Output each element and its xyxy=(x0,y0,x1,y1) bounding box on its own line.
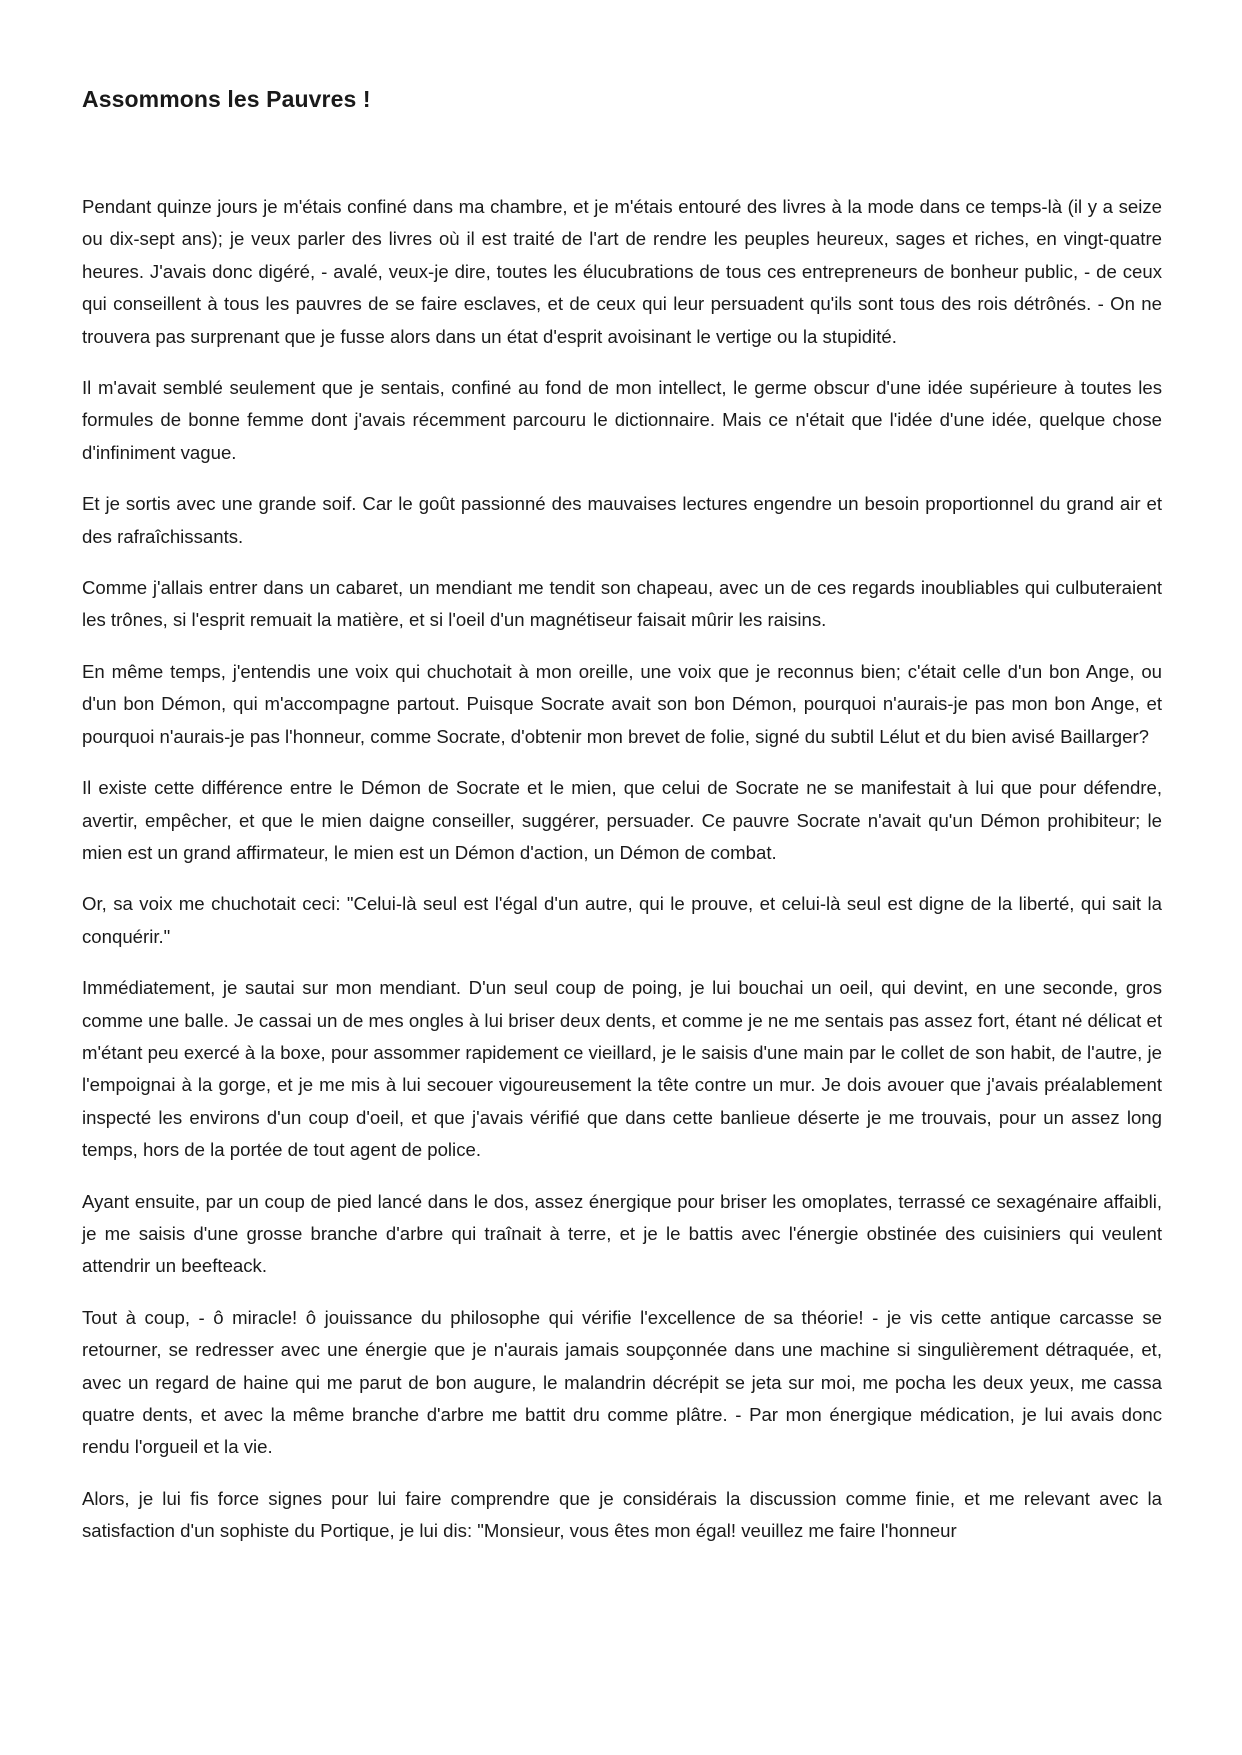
paragraph: Alors, je lui fis force signes pour lui faire comprendre que je considérais la discussion comme finie, et me relevant avec la satisfaction d'un sophiste du Portique, je lui dis: "Monsieur, vous êtes mon égal! veuillez me faire l'honneur xyxy=(82,1487,1162,1542)
paragraph: Tout à coup, - ô miracle! ô jouissance du philosophe qui vérifie l'excellence de sa théorie! - je vis cette antique carcasse se retourner, se redresser avec une énergie que je n'aurais jamais soupçonnée dans une machine si singulièrement détraquée, et, avec un regard de haine qui me parut de bon augure, le malandrin décrépit se jeta sur moi, me pocha les deux yeux, me cassa quatre dents, et avec la même branche d'arbre me battit dru comme plâtre. - Par mon énergique médication, je lui avais donc rendu l'orgueil et la vie. xyxy=(82,1306,1162,1458)
paragraph: Immédiatement, je sautai sur mon mendiant. D'un seul coup de poing, je lui bouchai un oeil, qui devint, en une seconde, gros comme une balle. Je cassai un de mes ongles à lui briser deux dents, et comme je ne me sentais pas assez fort, étant né délicat et m'étant peu exercé à la boxe, pour assommer rapidement ce vieillard, je le saisis d'une main par le collet de son habit, de l'autre, je l'empoignai à la gorge, et je me mis à lui secouer vigoureusement la tête contre un mur. Je dois avouer que j'avais préalablement inspecté les environs d'un coup d'oeil, et que j'avais vérifié que dans cette banlieue déserte je me trouvais, pour un assez long temps, hors de la portée de tout agent de police. xyxy=(82,977,1162,1161)
paragraph: Ayant ensuite, par un coup de pied lancé dans le dos, assez énergique pour briser les omoplates, terrassé ce sexagénaire affaibli, je me saisis d'une grosse branche d'arbre qui traînait à terre, et je le battis avec l'énergie obstinée des cuisiniers qui veulent attendrir un beefteack. xyxy=(82,1190,1162,1277)
paragraph: Comme j'allais entrer dans un cabaret, un mendiant me tendit son chapeau, avec un de ces regards inoubliables qui culbuteraient les trônes, si l'esprit remuait la matière, et si l'oeil d'un magnétiseur faisait mûrir les raisins. xyxy=(82,577,1162,631)
paragraph: Il existe cette différence entre le Démon de Socrate et le mien, que celui de Socrate ne se manifestait à lui que pour défendre, avertir, empêcher, et que le mien daigne conseiller, suggérer, persuader. Ce pauvre Socrate n'avait qu'un Démon prohibiteur; le mien est un grand affirmateur, le mien est un Démon d'action, un Démon de combat. xyxy=(82,777,1162,863)
paragraph: En même temps, j'entendis une voix qui chuchotait à mon oreille, une voix que je reconnus bien; c'était celle d'un bon Ange, ou d'un bon Démon, qui m'accompagne partout. Puisque Socrate avait son bon Démon, pourquoi n'aurais-je pas mon bon Ange, et pourquoi n'aurais-je pas l'honneur, comme Socrate, d'obtenir mon brevet de folie, signé du subtil Lélut et du bien avisé Baillarger? xyxy=(82,660,1162,747)
paragraph: Et je sortis avec une grande soif. Car le goût passionné des mauvaises lectures engendre un besoin proportionnel du grand air et des rafraîchissants. xyxy=(82,493,1162,547)
paragraph: Il m'avait semblé seulement que je sentais, confiné au fond de mon intellect, le germe obscur d'une idée supérieure à toutes les formules de bonne femme dont j'avais récemment parcouru le dictionnaire. Mais ce n'était que l'idée d'une idée, quelque chose d'infiniment vague. xyxy=(82,377,1162,463)
document-page xyxy=(82,0,1162,1755)
paragraph: Pendant quinze jours je m'étais confiné dans ma chambre, et je m'étais entouré des livres à la mode dans ce temps-là (il y a seize ou dix-sept ans); je veux parler des livres où il est traité de l'art de rendre les peuples heureux, sages et riches, en vingt-quatre heures. J'avais donc digéré, - avalé, veux-je dire, toutes les élucubrations de tous ces entrepreneurs de bonheur public, - de ceux qui conseillent à tous les pauvres de se faire esclaves, et de ceux qui leur persuadent qu'ils sont tous des rois détrônés. - On ne trouvera pas surprenant que je fusse alors dans un état d'esprit avoisinant le vertige ou la stupidité. xyxy=(82,196,1162,347)
document-title: Assommons les Pauvres ! xyxy=(82,86,371,112)
document-body xyxy=(82,191,1162,1567)
paragraph: Or, sa voix me chuchotait ceci: "Celui-là seul est l'égal d'un autre, qui le prouve, et celui-là seul est digne de la liberté, qui sait la conquérir." xyxy=(82,893,1162,947)
